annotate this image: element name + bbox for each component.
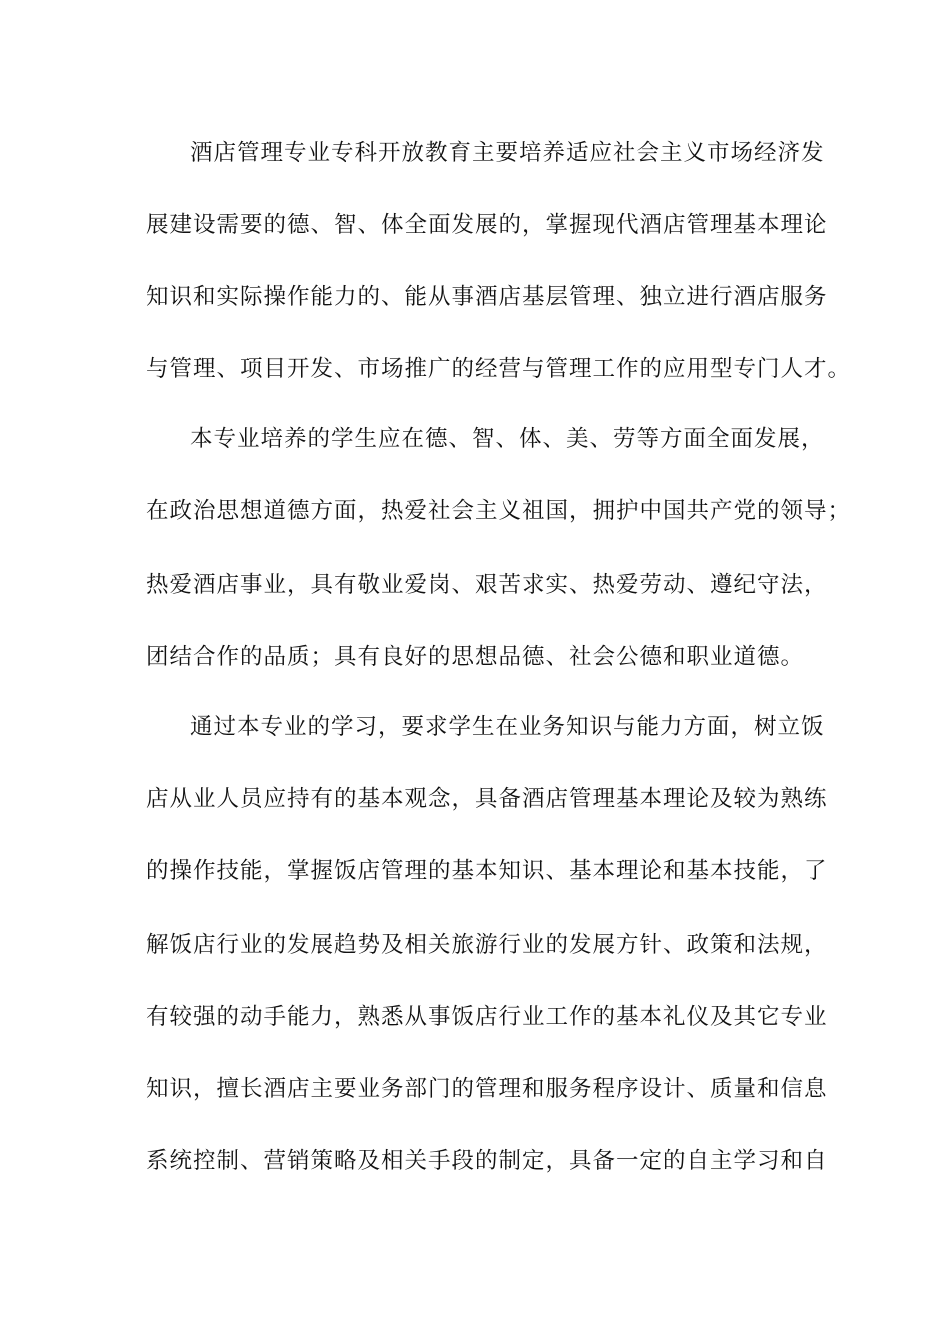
paragraph-3-line-7: 系统控制、营销策略及相关手段的制定，具备一定的自主学习和自 (146, 1148, 828, 1174)
paragraph-1-line-4: 与管理、项目开发、市场推广的经营与管理工作的应用型专门人才。 (146, 356, 852, 382)
paragraph-1-line-3: 知识和实际操作能力的、能从事酒店基层管理、独立进行酒店服务 (146, 284, 828, 310)
paragraph-3-line-5: 有较强的动手能力，熟悉从事饭店行业工作的基本礼仪及其它专业 (146, 1004, 828, 1030)
paragraph-2-line-4: 团结合作的品质；具有良好的思想品德、社会公德和职业道德。 (146, 644, 805, 670)
paragraph-2-line-1: 本专业培养的学生应在德、智、体、美、劳等方面全面发展， (190, 426, 825, 452)
paragraph-2-line-2: 在政治思想道德方面，热爱社会主义祖国，拥护中国共产党的领导； (146, 498, 852, 524)
paragraph-1-line-2: 展建设需要的德、智、体全面发展的，掌握现代酒店管理基本理论 (146, 212, 828, 238)
paragraph-3-line-6: 知识，擅长酒店主要业务部门的管理和服务程序设计、质量和信息 (146, 1076, 828, 1102)
paragraph-3-line-4: 解饭店行业的发展趋势及相关旅游行业的发展方针、政策和法规， (146, 932, 828, 958)
paragraph-2-line-3: 热爱酒店事业，具有敬业爱岗、艰苦求实、热爱劳动、遵纪守法， (146, 572, 828, 598)
paragraph-1-line-1: 酒店管理专业专科开放教育主要培养适应社会主义市场经济发 (190, 140, 825, 166)
paragraph-3-line-3: 的操作技能，掌握饭店管理的基本知识、基本理论和基本技能，了 (146, 858, 828, 884)
paragraph-3-line-1: 通过本专业的学习，要求学生在业务知识与能力方面，树立饭 (190, 714, 825, 740)
paragraph-3-line-2: 店从业人员应持有的基本观念，具备酒店管理基本理论及较为熟练 (146, 786, 828, 812)
